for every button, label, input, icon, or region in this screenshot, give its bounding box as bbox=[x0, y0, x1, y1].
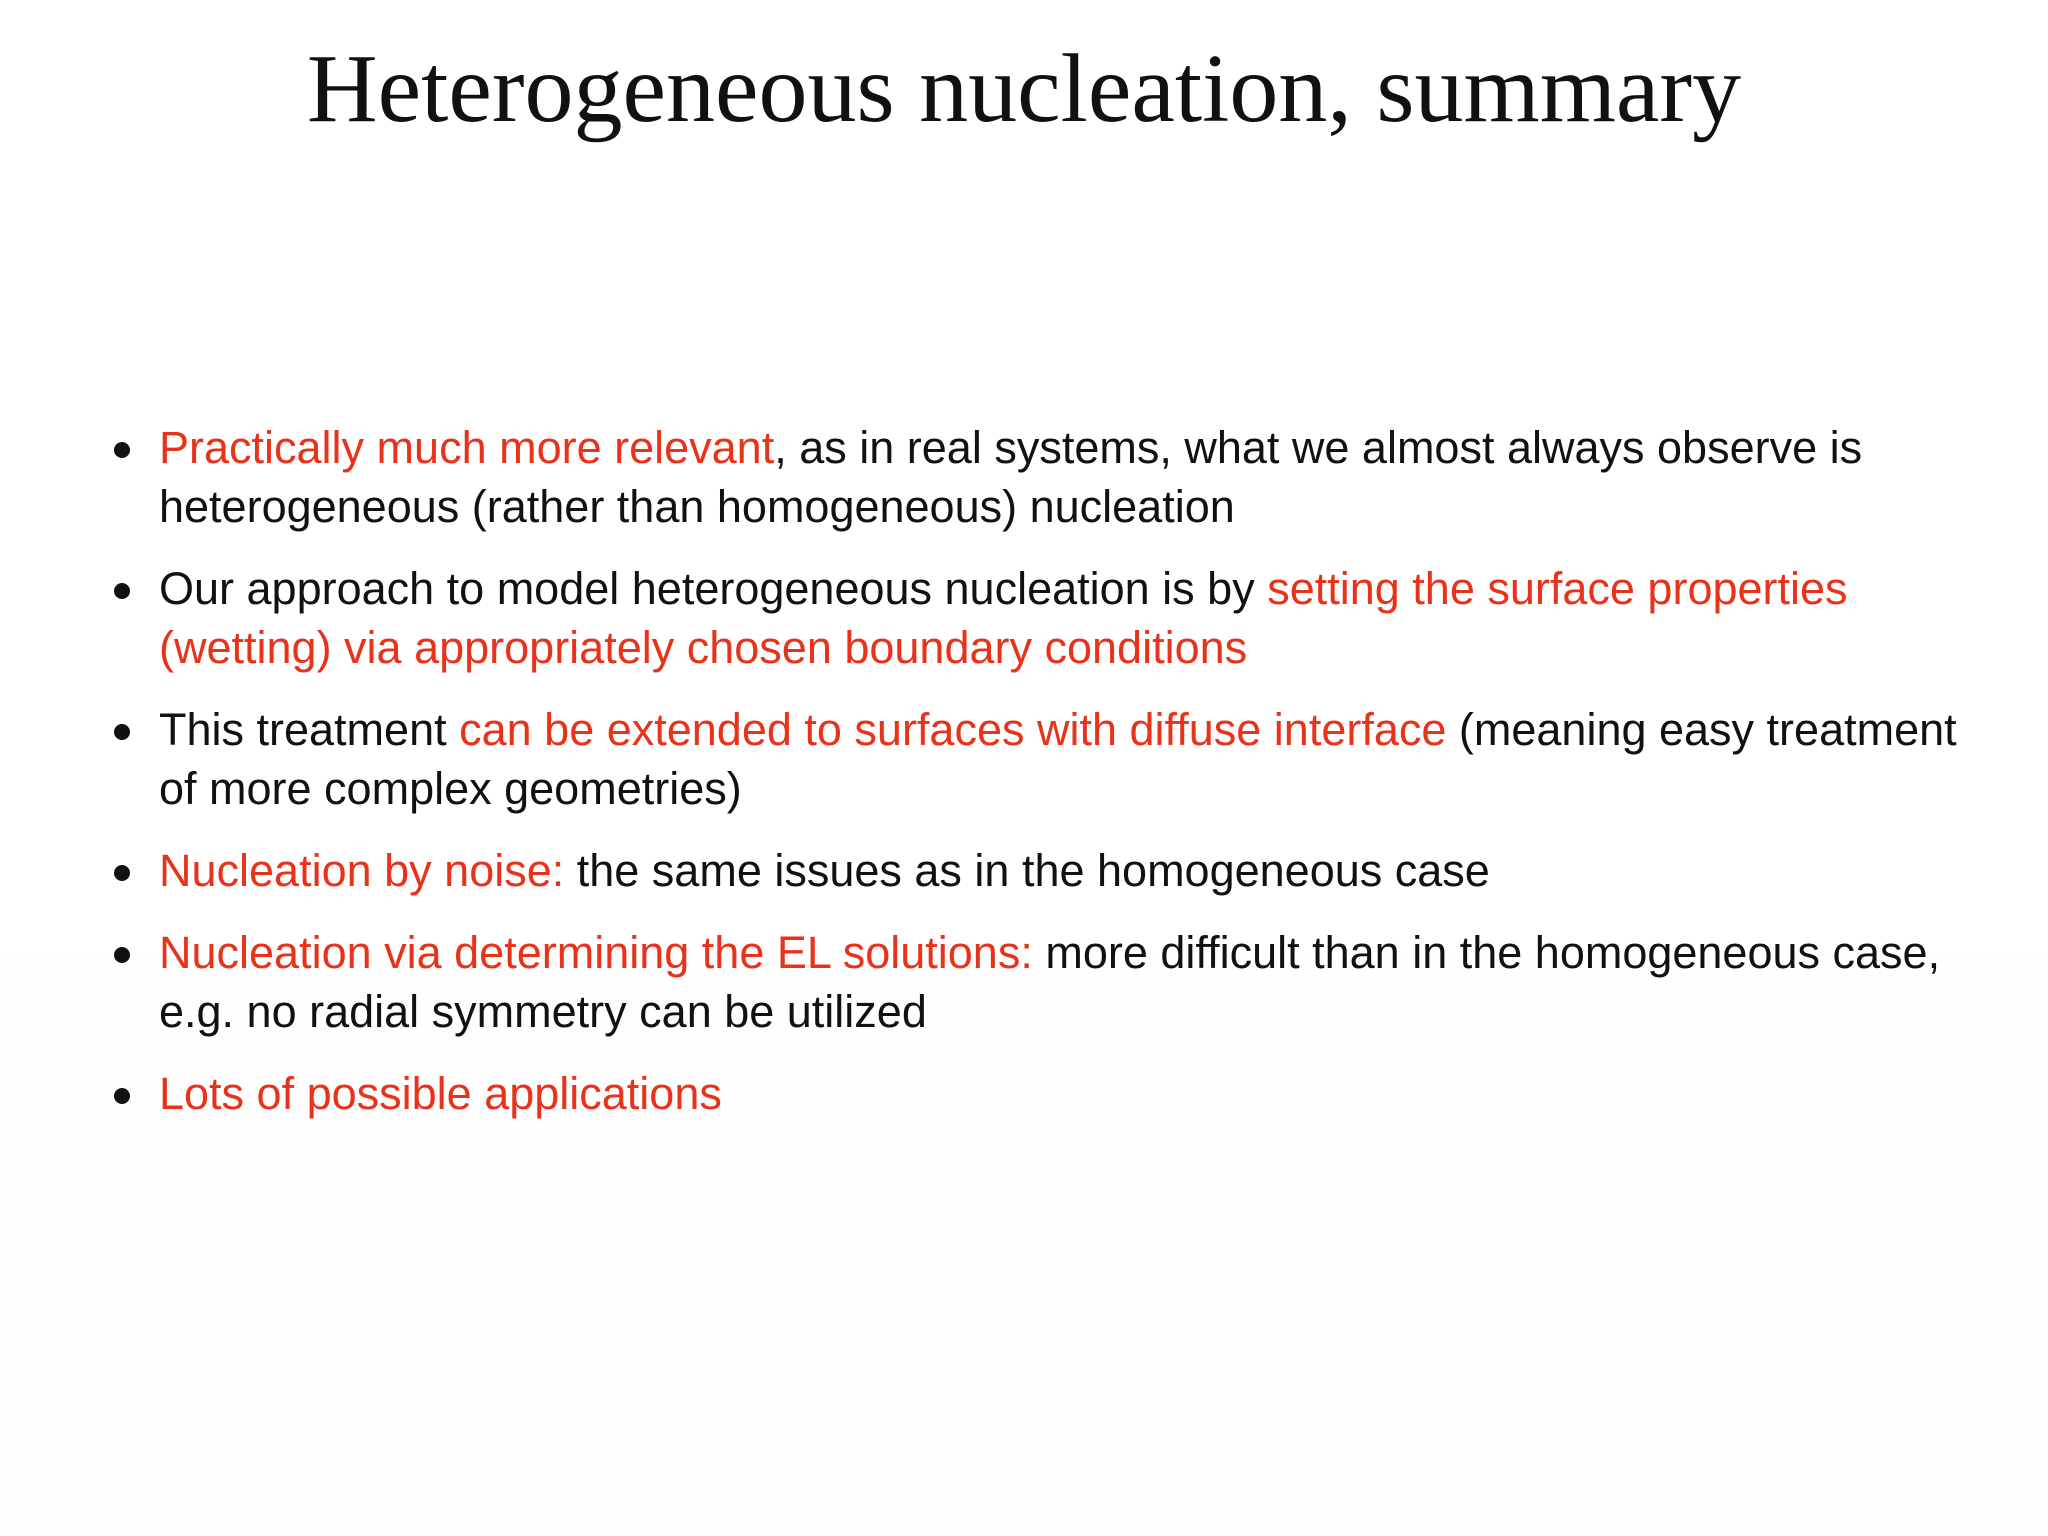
bullet-item-4 bbox=[108, 841, 1988, 900]
bullet-3-text-start: This treatment bbox=[159, 704, 460, 755]
bullet-3-highlight: can be extended to surfaces with diffuse interface bbox=[459, 704, 1447, 755]
bullet-2-text: Our approach to model heterogeneous nucleation is by bbox=[159, 563, 1268, 614]
bullet-dot-icon bbox=[114, 1088, 130, 1104]
bullet-5-text: more difficult than in the homogeneous case, e.g. no radial symmetry can be utilized bbox=[159, 927, 1941, 1037]
bullet-item-6 bbox=[108, 1064, 1988, 1123]
bullet-item-2 bbox=[108, 559, 1988, 677]
bullet-item-3 bbox=[108, 700, 1988, 818]
bullet-dot-icon bbox=[114, 583, 130, 599]
bullet-dot-icon bbox=[114, 724, 130, 740]
bullet-4-text: the same issues as in the homogeneous case bbox=[564, 845, 1490, 896]
bullet-5-highlight: Nucleation via determining the EL solutions: bbox=[159, 927, 1033, 978]
bullet-item-1 bbox=[108, 418, 1988, 536]
slide-title: Heterogeneous nucleation, summary bbox=[306, 35, 1742, 143]
bullet-3-text-end: (meaning easy treatment of more complex geometries) bbox=[159, 704, 1957, 814]
bullet-dot-icon bbox=[114, 947, 130, 963]
bullet-dot-icon bbox=[114, 442, 130, 458]
bullet-6-highlight: Lots of possible applications bbox=[159, 1068, 722, 1119]
bullet-2-highlight: setting the surface properties (wetting) via appropriately chosen boundary conditions bbox=[159, 563, 1848, 673]
bullet-dot-icon bbox=[114, 865, 130, 881]
bullet-1-text: , as in real systems, what we almost always observe is heterogeneous (rather than homogeneous) nucleation bbox=[159, 422, 1863, 532]
bullet-list bbox=[108, 418, 1988, 1146]
bullet-item-5 bbox=[108, 923, 1988, 1041]
bullet-1-highlight: Practically much more relevant bbox=[159, 422, 775, 473]
bullet-4-highlight: Nucleation by noise: bbox=[159, 845, 565, 896]
